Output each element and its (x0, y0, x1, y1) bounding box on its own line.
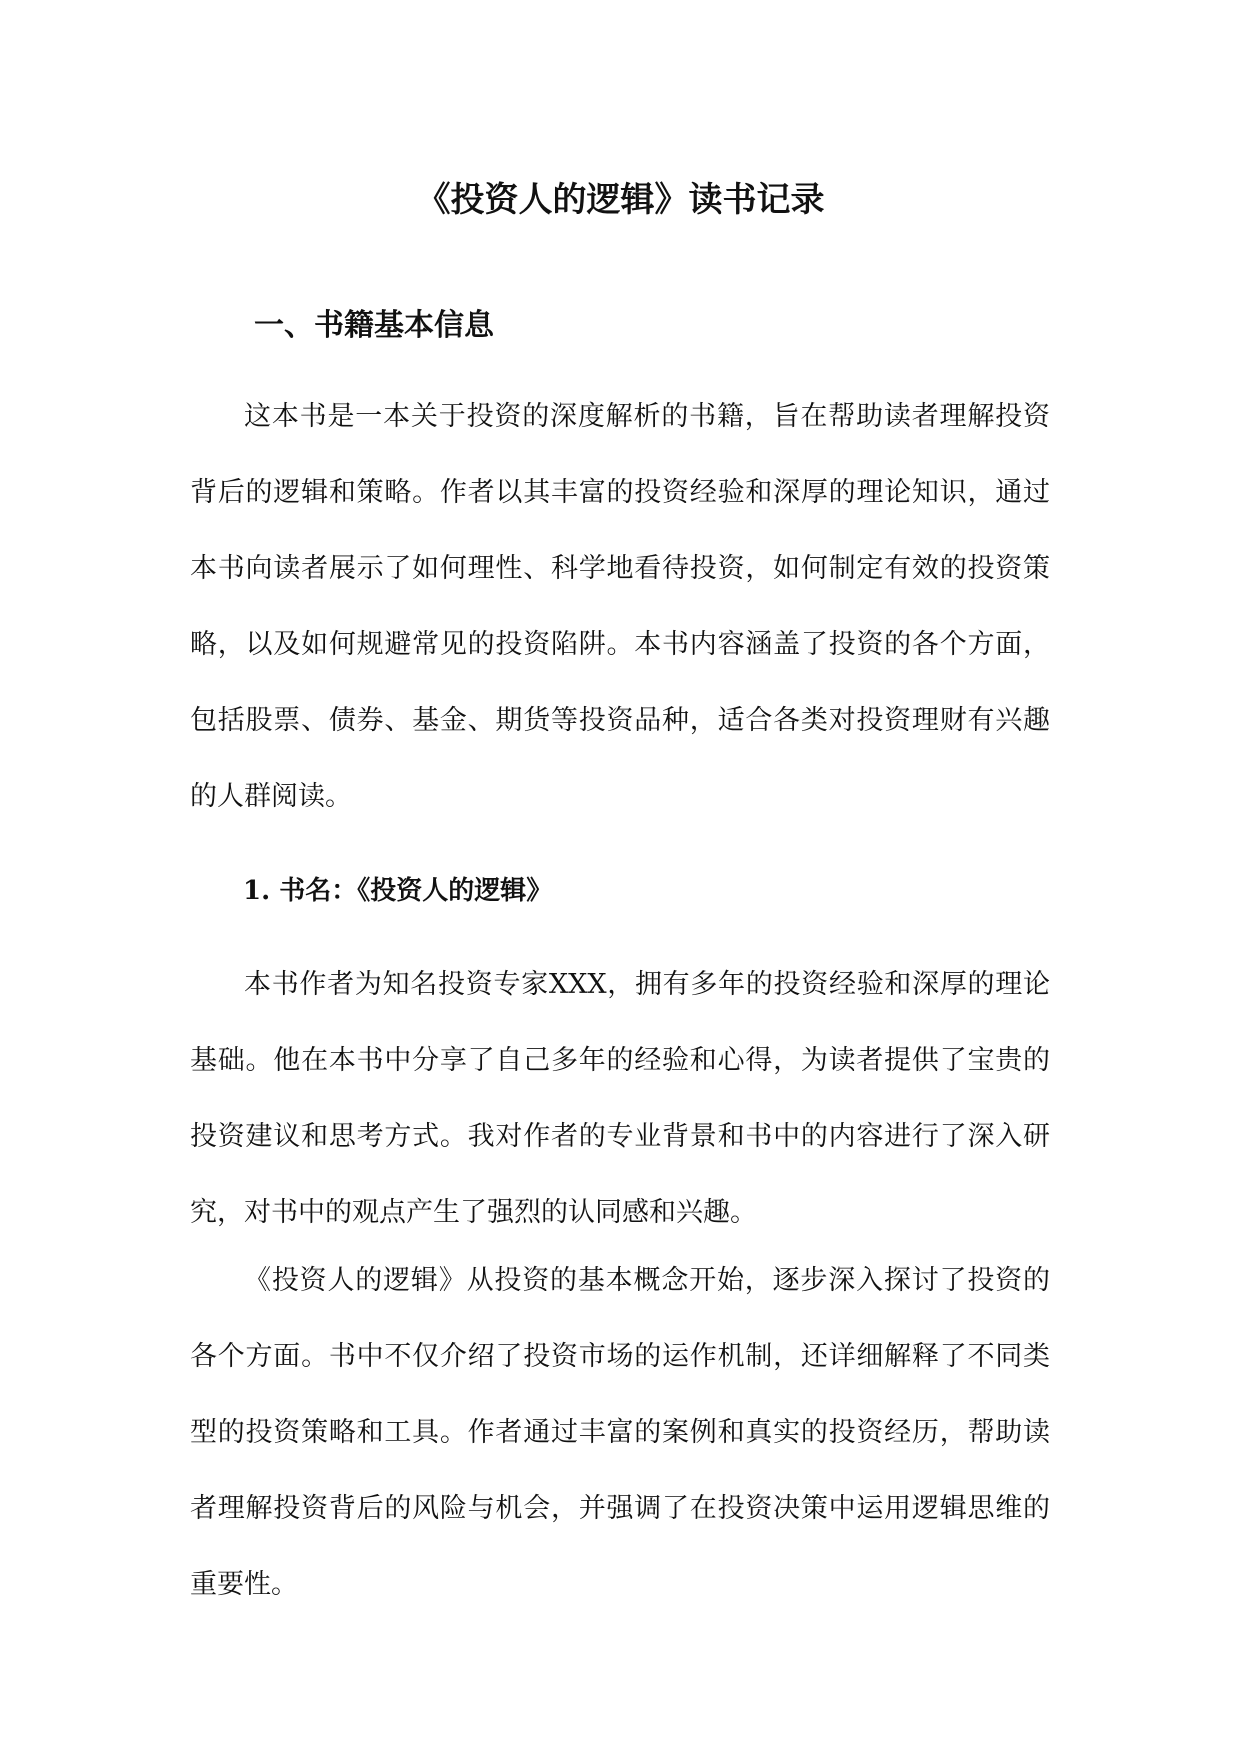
intro-paragraph: 这本书是一本关于投资的深度解析的书籍，旨在帮助读者理解投资背后的逻辑和策略。作者以其丰富的投资经验和深厚的理论知识，通过本书向读者展示了如何理性、科学地看待投资，如何制定有效的投资策略，以及如何规避常见的投资陷阱。本书内容涵盖了投资的各个方面，包括股票、债券、基金、期货等投资品种，适合各类对投资理财有兴趣的人群阅读。 (190, 401, 1050, 812)
book-title-subheading: 1. 书名：《投资人的逻辑》 (243, 876, 553, 906)
document-title: 《投资人的逻辑》读书记录 (416, 179, 825, 220)
section-heading-book-basic-info: 一、书籍基本信息 (254, 307, 494, 343)
author-paragraph: 本书作者为知名投资专家XXX，拥有多年的投资经验和深厚的理论基础。他在本书中分享了自己多年的经验和心得，为读者提供了宝贵的投资建议和思考方式。我对作者的专业背景和书中的内容进行了深入研究，对书中的观点产生了强烈的认同感和兴趣。 (190, 969, 1050, 1228)
summary-paragraph: 《投资人的逻辑》从投资的基本概念开始，逐步深入探讨了投资的各个方面。书中不仅介绍了投资市场的运作机制，还详细解释了不同类型的投资策略和工具。作者通过丰富的案例和真实的投资经历，帮助读者理解投资背后的风险与机会，并强调了在投资决策中运用逻辑思维的重要性。 (190, 1265, 1050, 1600)
